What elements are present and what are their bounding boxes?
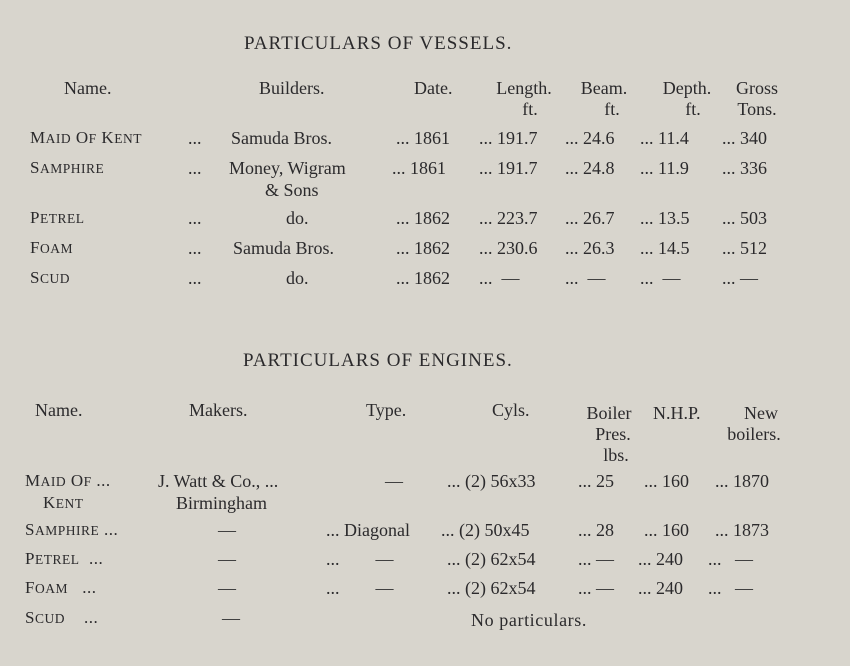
vessels-header-name: Name.: [64, 78, 112, 98]
vessel-length-line: ... 223.7: [479, 208, 538, 228]
engine-new-line: ... 1873: [715, 520, 769, 540]
engine-type-line: ... —: [326, 549, 394, 569]
vessel-depth-line: ... 13.5: [640, 208, 690, 228]
engine-name: FOAM ...: [25, 578, 97, 597]
engine-nhp-line: ... 160: [644, 520, 689, 540]
engines-title: PARTICULARS OF ENGINES.: [243, 350, 513, 371]
engine-nhp-line: ... 240: [638, 549, 683, 569]
engines-header-type: Type.: [366, 400, 407, 420]
vessel-depth-line: ... —: [640, 268, 681, 288]
engine-name: SCUD ...: [25, 608, 99, 627]
vessel-builder: Money, Wigram: [229, 158, 346, 178]
engines-header-cyls: Cyls.: [492, 400, 530, 420]
leader-dots: ...: [188, 208, 202, 228]
engine-new-line: ... 1870: [715, 471, 769, 491]
vessel-tons-line: ... 340: [722, 128, 767, 148]
engine-type-line: ... Diagonal: [326, 520, 410, 540]
vessel-builder: do.: [286, 268, 309, 288]
engine-maker: —: [218, 578, 236, 598]
vessel-name: MAID OF KENT: [30, 128, 142, 147]
engine-name: MAID OF ...: [25, 471, 111, 490]
vessel-beam-line: ... 24.6: [565, 128, 615, 148]
vessel-length-line: ... —: [479, 268, 520, 288]
vessels-header-gross: Gross Tons.: [735, 78, 778, 119]
engines-header-makers: Makers.: [189, 400, 248, 420]
vessel-name: FOAM: [30, 238, 73, 257]
engine-note: No particulars.: [471, 610, 587, 630]
engine-cyls-line: ... (2) 56x33: [447, 471, 536, 491]
vessel-name: SCUD: [30, 268, 70, 287]
vessel-tons-line: ... 503: [722, 208, 767, 228]
leader-dots: ...: [188, 128, 202, 148]
vessels-title: PARTICULARS OF VESSELS.: [244, 33, 513, 54]
vessel-name: PETREL: [30, 208, 85, 227]
engine-pres-line: ... —: [578, 549, 614, 569]
engine-type: —: [385, 471, 403, 491]
vessel-builder: Samuda Bros.: [233, 238, 334, 258]
engine-pres-line: ... 25: [578, 471, 614, 491]
vessel-length-line: ... 191.7: [479, 158, 538, 178]
vessel-date-line: ... 1861: [392, 158, 446, 178]
engine-name-cont: KENT: [43, 493, 84, 512]
leader-dots: ...: [188, 158, 202, 178]
vessel-builder-cont: & Sons: [265, 180, 319, 200]
leader-dots: ...: [188, 238, 202, 258]
vessels-header-length: Length. ft.: [496, 78, 552, 119]
engine-maker: —: [218, 520, 236, 540]
vessel-builder: Samuda Bros.: [231, 128, 332, 148]
leader-dots: ...: [188, 268, 202, 288]
vessel-date-line: ... 1862: [396, 238, 450, 258]
engine-cyls-line: ... (2) 62x54: [447, 549, 536, 569]
engines-header-nhp: N.H.P.: [653, 403, 701, 423]
engines-header-new-boilers: New boilers.: [727, 403, 781, 444]
vessel-builder: do.: [286, 208, 309, 228]
vessels-header-depth: Depth. ft.: [662, 78, 712, 119]
vessel-tons-line: ... 336: [722, 158, 767, 178]
vessel-name: SAMPHIRE: [30, 158, 105, 177]
engine-maker: —: [222, 608, 240, 628]
vessel-tons-line: ... —: [722, 268, 758, 288]
vessel-date-line: ... 1862: [396, 208, 450, 228]
engine-nhp-line: ... 240: [638, 578, 683, 598]
vessel-beam-line: ... 26.3: [565, 238, 615, 258]
vessel-depth-line: ... 11.9: [640, 158, 689, 178]
engine-pres-line: ... 28: [578, 520, 614, 540]
vessel-depth-line: ... 14.5: [640, 238, 690, 258]
engine-new-line: ... —: [708, 549, 753, 569]
engine-maker: J. Watt & Co., ...: [158, 471, 279, 491]
vessel-tons-line: ... 512: [722, 238, 767, 258]
engine-maker-cont: Birmingham: [176, 493, 267, 513]
vessel-depth-line: ... 11.4: [640, 128, 689, 148]
engine-name: PETREL ...: [25, 549, 104, 568]
engine-new-line: ... —: [708, 578, 753, 598]
vessels-header-builders: Builders.: [259, 78, 325, 98]
engines-header-name: Name.: [35, 400, 83, 420]
engine-cyls-line: ... (2) 62x54: [447, 578, 536, 598]
vessels-header-beam: Beam. ft.: [580, 78, 628, 119]
vessel-beam-line: ... —: [565, 268, 606, 288]
vessel-beam-line: ... 24.8: [565, 158, 615, 178]
vessel-length-line: ... 230.6: [479, 238, 538, 258]
vessels-header-date: Date.: [414, 78, 453, 98]
engine-pres-line: ... —: [578, 578, 614, 598]
vessel-beam-line: ... 26.7: [565, 208, 615, 228]
engine-nhp-line: ... 160: [644, 471, 689, 491]
vessel-length-line: ... 191.7: [479, 128, 538, 148]
engine-maker: —: [218, 549, 236, 569]
engines-header-boiler: Boiler Pres. lbs.: [586, 403, 632, 465]
vessel-date-line: ... 1862: [396, 268, 450, 288]
engine-type-line: ... —: [326, 578, 394, 598]
engine-cyls-line: ... (2) 50x45: [441, 520, 530, 540]
vessel-date-line: ... 1861: [396, 128, 450, 148]
engine-name: SAMPHIRE ...: [25, 520, 119, 539]
